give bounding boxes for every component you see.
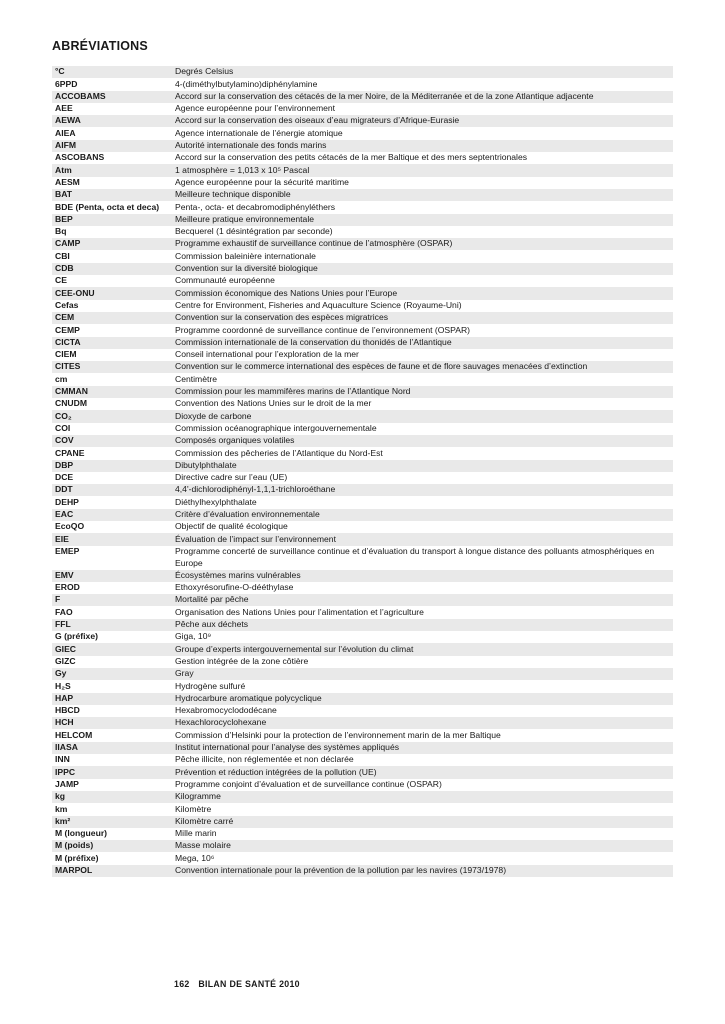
table-row xyxy=(52,521,673,533)
abbreviation-cell: CITES xyxy=(52,361,170,373)
definition-cell: Directive cadre sur l’eau (UE) xyxy=(170,472,673,484)
table-row xyxy=(52,803,673,815)
definition-cell: Meilleure technique disponible xyxy=(170,189,673,201)
table-row xyxy=(52,349,673,361)
definition-cell: Programme conjoint d’évaluation et de surveillance continue (OSPAR) xyxy=(170,779,673,791)
table-row xyxy=(52,742,673,754)
abbreviation-cell: ACCOBAMS xyxy=(52,91,170,103)
table-row xyxy=(52,189,673,201)
definition-cell: Kilogramme xyxy=(170,791,673,803)
abbreviation-cell: CDB xyxy=(52,263,170,275)
abbreviation-cell: BEP xyxy=(52,214,170,226)
table-row xyxy=(52,164,673,176)
abbreviation-cell: COV xyxy=(52,435,170,447)
definition-cell: 4,4'-dichlorodiphényl-1,1,1-trichloroéthane xyxy=(170,484,673,496)
definition-cell: Agence européenne pour la sécurité maritime xyxy=(170,177,673,189)
table-row xyxy=(52,460,673,472)
table-row xyxy=(52,140,673,152)
definition-cell: Diéthylhexylphthalate xyxy=(170,496,673,508)
definition-cell: Accord sur la conservation des oiseaux d’eau migrateurs d’Afrique-Eurasie xyxy=(170,115,673,127)
table-row xyxy=(52,766,673,778)
definition-cell: 4-(diméthylbutylamino)diphénylamine xyxy=(170,78,673,90)
table-row xyxy=(52,656,673,668)
table-row xyxy=(52,66,673,78)
definition-cell: Commission économique des Nations Unies pour l’Europe xyxy=(170,287,673,299)
definition-cell: Mega, 10⁶ xyxy=(170,852,673,864)
abbreviation-cell: CEE-ONU xyxy=(52,287,170,299)
table-row xyxy=(52,410,673,422)
definition-cell: Centre for Environment, Fisheries and Aquaculture Science (Royaume-Uni) xyxy=(170,300,673,312)
definition-cell: Autorité internationale des fonds marins xyxy=(170,140,673,152)
definition-cell: Évaluation de l’impact sur l’environnement xyxy=(170,533,673,545)
abbreviation-cell: M (préfixe) xyxy=(52,852,170,864)
abbreviation-cell: F xyxy=(52,594,170,606)
definition-cell: Gestion intégrée de la zone côtière xyxy=(170,656,673,668)
table-row xyxy=(52,287,673,299)
page-title: ABRÉVIATIONS xyxy=(52,39,148,53)
page-footer xyxy=(174,979,300,989)
table-row xyxy=(52,152,673,164)
definition-cell: Dibutylphthalate xyxy=(170,460,673,472)
definition-cell: Hydrogène sulfuré xyxy=(170,680,673,692)
table-row xyxy=(52,852,673,864)
abbreviation-cell: Atm xyxy=(52,164,170,176)
table-row xyxy=(52,754,673,766)
table-row xyxy=(52,729,673,741)
definition-cell: Prévention et réduction intégrées de la pollution (UE) xyxy=(170,766,673,778)
table-row xyxy=(52,717,673,729)
table-row xyxy=(52,263,673,275)
table-row xyxy=(52,386,673,398)
abbreviation-cell: MARPOL xyxy=(52,865,170,877)
abbreviation-cell: EIE xyxy=(52,533,170,545)
table-row xyxy=(52,361,673,373)
table-row xyxy=(52,840,673,852)
table-row xyxy=(52,324,673,336)
abbreviation-cell: DDT xyxy=(52,484,170,496)
definition-cell: Organisation des Nations Unies pour l’alimentation et l’agriculture xyxy=(170,606,673,618)
table-row xyxy=(52,828,673,840)
table-row xyxy=(52,238,673,250)
table-row xyxy=(52,668,673,680)
abbreviation-cell: CAMP xyxy=(52,238,170,250)
table-row xyxy=(52,705,673,717)
definition-cell: Ethoxyrésorufine-O-dééthylase xyxy=(170,582,673,594)
abbreviation-cell: HELCOM xyxy=(52,729,170,741)
definition-cell: Critère d’évaluation environnementale xyxy=(170,509,673,521)
definition-cell: Becquerel (1 désintégration par seconde) xyxy=(170,226,673,238)
definition-cell: Pêche aux déchets xyxy=(170,619,673,631)
table-row xyxy=(52,680,673,692)
table-row xyxy=(52,631,673,643)
table-row xyxy=(52,606,673,618)
abbreviation-cell: cm xyxy=(52,373,170,385)
abbreviation-cell: EAC xyxy=(52,509,170,521)
definition-cell: Conseil international pour l’exploration de la mer xyxy=(170,349,673,361)
table-row xyxy=(52,693,673,705)
abbreviations-table-body xyxy=(52,66,673,877)
definition-cell: Programme coordonné de surveillance continue de l’environnement (OSPAR) xyxy=(170,324,673,336)
abbreviation-cell: M (longueur) xyxy=(52,828,170,840)
table-row xyxy=(52,582,673,594)
definition-cell: Composés organiques volatiles xyxy=(170,435,673,447)
definition-cell: Mortalité par pêche xyxy=(170,594,673,606)
abbreviation-cell: EcoQO xyxy=(52,521,170,533)
table-row xyxy=(52,865,673,877)
abbreviation-cell: AIEA xyxy=(52,127,170,139)
table-row xyxy=(52,78,673,90)
abbreviation-cell: AEE xyxy=(52,103,170,115)
definition-cell: Hydrocarbure aromatique polycyclique xyxy=(170,693,673,705)
definition-cell: Programme exhaustif de surveillance continue de l’atmosphère (OSPAR) xyxy=(170,238,673,250)
abbreviation-cell: BDE (Penta, octa et deca) xyxy=(52,201,170,213)
table-row xyxy=(52,312,673,324)
definition-cell: Degrés Celsius xyxy=(170,66,673,78)
abbreviation-cell: EMV xyxy=(52,570,170,582)
table-row xyxy=(52,484,673,496)
table-row xyxy=(52,423,673,435)
abbreviation-cell: BAT xyxy=(52,189,170,201)
definition-cell: Institut international pour l’analyse des systèmes appliqués xyxy=(170,742,673,754)
table-row xyxy=(52,201,673,213)
abbreviation-cell: EMEP xyxy=(52,546,170,570)
abbreviation-cell: ASCOBANS xyxy=(52,152,170,164)
definition-cell: Commission internationale de la conservation du thonidés de l’Atlantique xyxy=(170,337,673,349)
table-row xyxy=(52,779,673,791)
definition-cell: Agence européenne pour l’environnement xyxy=(170,103,673,115)
table-row xyxy=(52,594,673,606)
abbreviation-cell: DBP xyxy=(52,460,170,472)
table-row xyxy=(52,791,673,803)
abbreviation-cell: 6PPD xyxy=(52,78,170,90)
abbreviation-cell: M (poids) xyxy=(52,840,170,852)
abbreviation-cell: CEMP xyxy=(52,324,170,336)
definition-cell: Masse molaire xyxy=(170,840,673,852)
definition-cell: 1 atmosphère = 1,013 x 10⁵ Pascal xyxy=(170,164,673,176)
abbreviation-cell: H₂S xyxy=(52,680,170,692)
table-row xyxy=(52,447,673,459)
abbreviation-cell: HCH xyxy=(52,717,170,729)
definition-cell: Convention sur la diversité biologique xyxy=(170,263,673,275)
abbreviation-cell: CEM xyxy=(52,312,170,324)
abbreviation-cell: AESM xyxy=(52,177,170,189)
abbreviation-cell: CE xyxy=(52,275,170,287)
table-row xyxy=(52,91,673,103)
abbreviation-cell: FFL xyxy=(52,619,170,631)
definition-cell: Accord sur la conservation des petits cétacés de la mer Baltique et des mers septentrionales xyxy=(170,152,673,164)
abbreviations-table xyxy=(52,66,673,877)
abbreviation-cell: FAO xyxy=(52,606,170,618)
definition-cell: Kilomètre carré xyxy=(170,816,673,828)
abbreviation-cell: G (préfixe) xyxy=(52,631,170,643)
table-row xyxy=(52,373,673,385)
definition-cell: Convention sur le commerce international des espèces de faune et de flore sauvages menacées d’extinction xyxy=(170,361,673,373)
definition-cell: Penta-, octa- et decabromodiphényléthers xyxy=(170,201,673,213)
abbreviation-cell: Bq xyxy=(52,226,170,238)
abbreviation-cell: GIZC xyxy=(52,656,170,668)
abbreviation-cell: HBCD xyxy=(52,705,170,717)
abbreviation-cell: °C xyxy=(52,66,170,78)
table-row xyxy=(52,509,673,521)
abbreviation-cell: COI xyxy=(52,423,170,435)
table-row xyxy=(52,250,673,262)
abbreviation-cell: CPANE xyxy=(52,447,170,459)
abbreviation-cell: km xyxy=(52,803,170,815)
table-row xyxy=(52,643,673,655)
abbreviation-cell: CICTA xyxy=(52,337,170,349)
abbreviation-cell: IPPC xyxy=(52,766,170,778)
table-row xyxy=(52,435,673,447)
definition-cell: Convention internationale pour la prévention de la pollution par les navires (1973/1978) xyxy=(170,865,673,877)
table-row xyxy=(52,177,673,189)
definition-cell: Programme concerté de surveillance continue et d’évaluation du transport à longue distance des polluants atmosphériques en Europe xyxy=(170,546,673,570)
definition-cell: Hexachlorocyclohexane xyxy=(170,717,673,729)
table-row xyxy=(52,103,673,115)
table-row xyxy=(52,337,673,349)
table-row xyxy=(52,619,673,631)
definition-cell: Commission océanographique intergouvernementale xyxy=(170,423,673,435)
definition-cell: Commission pour les mammifères marins de l’Atlantique Nord xyxy=(170,386,673,398)
definition-cell: Meilleure pratique environnementale xyxy=(170,214,673,226)
table-row xyxy=(52,115,673,127)
abbreviation-cell: IIASA xyxy=(52,742,170,754)
definition-cell: Hexabromocyclododécane xyxy=(170,705,673,717)
definition-cell: Objectif de qualité écologique xyxy=(170,521,673,533)
definition-cell: Kilomètre xyxy=(170,803,673,815)
definition-cell: Convention des Nations Unies sur le droit de la mer xyxy=(170,398,673,410)
abbreviation-cell: CBI xyxy=(52,250,170,262)
document-title: BILAN DE SANTÉ 2010 xyxy=(198,979,300,989)
definition-cell: Écosystèmes marins vulnérables xyxy=(170,570,673,582)
abbreviation-cell: CO₂ xyxy=(52,410,170,422)
abbreviation-cell: CNUDM xyxy=(52,398,170,410)
table-row xyxy=(52,300,673,312)
definition-cell: Agence internationale de l’énergie atomique xyxy=(170,127,673,139)
definition-cell: Dioxyde de carbone xyxy=(170,410,673,422)
abbreviation-cell: AEWA xyxy=(52,115,170,127)
table-row xyxy=(52,275,673,287)
definition-cell: Commission des pêcheries de l’Atlantique du Nord-Est xyxy=(170,447,673,459)
definition-cell: Communauté européenne xyxy=(170,275,673,287)
table-row xyxy=(52,496,673,508)
abbreviation-cell: HAP xyxy=(52,693,170,705)
table-row xyxy=(52,214,673,226)
abbreviation-cell: JAMP xyxy=(52,779,170,791)
definition-cell: Convention sur la conservation des espèces migratrices xyxy=(170,312,673,324)
definition-cell: Accord sur la conservation des cétacés de la mer Noire, de la Méditerranée et de la zone Atlantique adjacente xyxy=(170,91,673,103)
definition-cell: Groupe d’experts intergouvernemental sur l’évolution du climat xyxy=(170,643,673,655)
table-row xyxy=(52,546,673,570)
definition-cell: Gray xyxy=(170,668,673,680)
abbreviation-cell: CMMAN xyxy=(52,386,170,398)
abbreviation-cell: INN xyxy=(52,754,170,766)
abbreviation-cell: GIEC xyxy=(52,643,170,655)
table-row xyxy=(52,127,673,139)
abbreviation-cell: Gy xyxy=(52,668,170,680)
definition-cell: Mille marin xyxy=(170,828,673,840)
abbreviation-cell: Cefas xyxy=(52,300,170,312)
abbreviation-cell: DCE xyxy=(52,472,170,484)
definition-cell: Commission d’Helsinki pour la protection de l’environnement marin de la mer Baltique xyxy=(170,729,673,741)
abbreviation-cell: EROD xyxy=(52,582,170,594)
abbreviation-cell: AIFM xyxy=(52,140,170,152)
abbreviation-cell: km² xyxy=(52,816,170,828)
definition-cell: Commission baleinière internationale xyxy=(170,250,673,262)
abbreviation-cell: kg xyxy=(52,791,170,803)
table-row xyxy=(52,816,673,828)
table-row xyxy=(52,472,673,484)
table-row xyxy=(52,570,673,582)
definition-cell: Giga, 10⁹ xyxy=(170,631,673,643)
abbreviation-cell: CIEM xyxy=(52,349,170,361)
abbreviation-cell: DEHP xyxy=(52,496,170,508)
page-number: 162 xyxy=(174,979,190,989)
table-row xyxy=(52,226,673,238)
definition-cell: Centimètre xyxy=(170,373,673,385)
table-row xyxy=(52,398,673,410)
definition-cell: Pêche illicite, non réglementée et non déclarée xyxy=(170,754,673,766)
table-row xyxy=(52,533,673,545)
